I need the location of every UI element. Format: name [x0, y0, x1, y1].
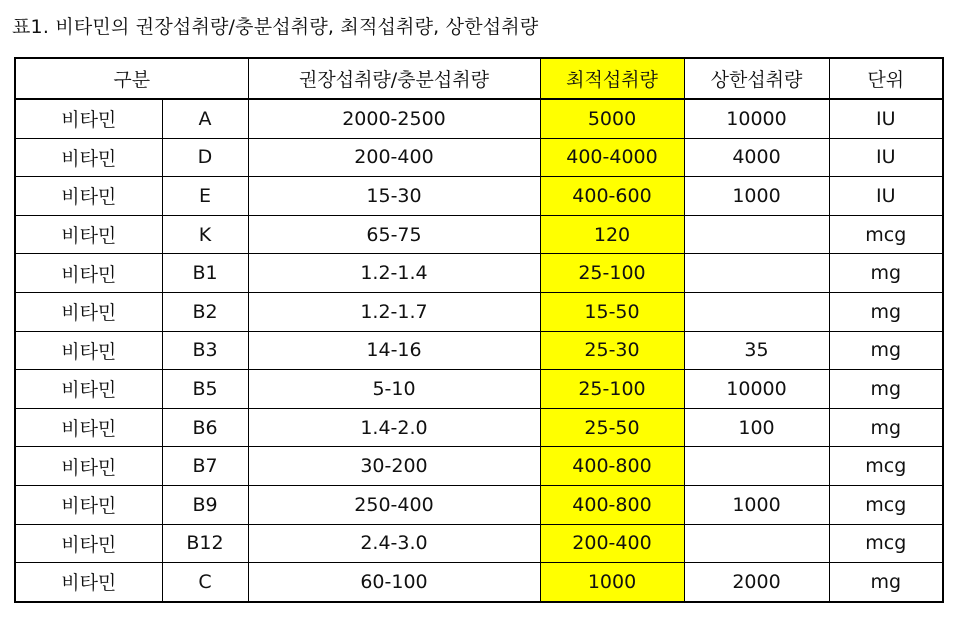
cell-vitamin-name: B12 — [162, 524, 248, 563]
cell-upper — [684, 254, 829, 293]
cell-upper: 4000 — [684, 138, 829, 177]
cell-group: 비타민 — [15, 447, 162, 486]
cell-optimal: 15-50 — [540, 292, 684, 331]
cell-unit: mcg — [829, 447, 943, 486]
table-caption: 표1. 비타민의 권장섭취량/충분섭취량, 최적섭취량, 상한섭취량 — [12, 16, 539, 38]
cell-recommended: 65-75 — [248, 215, 540, 254]
cell-group: 비타민 — [15, 524, 162, 563]
table-row — [15, 563, 943, 602]
table-row — [15, 524, 943, 563]
cell-recommended: 30-200 — [248, 447, 540, 486]
table-row — [15, 138, 943, 177]
cell-unit: mg — [829, 292, 943, 331]
cell-upper: 100 — [684, 408, 829, 447]
cell-optimal: 200-400 — [540, 524, 684, 563]
cell-upper — [684, 447, 829, 486]
cell-unit: mg — [829, 331, 943, 370]
cell-recommended: 14-16 — [248, 331, 540, 370]
cell-vitamin-name: B7 — [162, 447, 248, 486]
cell-group: 비타민 — [15, 138, 162, 177]
cell-group: 비타민 — [15, 99, 162, 138]
cell-vitamin-name: D — [162, 138, 248, 177]
header-category: 구분 — [15, 58, 248, 99]
cell-upper: 2000 — [684, 563, 829, 602]
cell-optimal: 1000 — [540, 563, 684, 602]
cell-optimal: 400-800 — [540, 447, 684, 486]
table-row — [15, 292, 943, 331]
table-row — [15, 177, 943, 216]
cell-group: 비타민 — [15, 485, 162, 524]
cell-optimal: 25-100 — [540, 254, 684, 293]
cell-vitamin-name: B2 — [162, 292, 248, 331]
cell-upper: 10000 — [684, 370, 829, 409]
cell-group: 비타민 — [15, 331, 162, 370]
cell-upper: 10000 — [684, 99, 829, 138]
cell-group: 비타민 — [15, 370, 162, 409]
cell-group: 비타민 — [15, 254, 162, 293]
cell-upper: 1000 — [684, 485, 829, 524]
cell-group: 비타민 — [15, 177, 162, 216]
vitamin-intake-table — [14, 57, 944, 603]
header-unit: 단위 — [829, 58, 943, 99]
table-row — [15, 99, 943, 138]
cell-optimal: 25-30 — [540, 331, 684, 370]
cell-unit: mcg — [829, 524, 943, 563]
header-upper: 상한섭취량 — [684, 58, 829, 99]
table-row — [15, 215, 943, 254]
table-row — [15, 485, 943, 524]
cell-optimal: 25-50 — [540, 408, 684, 447]
cell-unit: IU — [829, 138, 943, 177]
cell-group: 비타민 — [15, 215, 162, 254]
cell-recommended: 15-30 — [248, 177, 540, 216]
cell-unit: mcg — [829, 215, 943, 254]
cell-unit: mg — [829, 254, 943, 293]
cell-group: 비타민 — [15, 408, 162, 447]
header-optimal: 최적섭취량 — [540, 58, 684, 99]
cell-recommended: 250-400 — [248, 485, 540, 524]
cell-recommended: 1.2-1.7 — [248, 292, 540, 331]
cell-vitamin-name: E — [162, 177, 248, 216]
cell-vitamin-name: B3 — [162, 331, 248, 370]
cell-vitamin-name: C — [162, 563, 248, 602]
cell-optimal: 120 — [540, 215, 684, 254]
cell-unit: IU — [829, 99, 943, 138]
cell-unit: mg — [829, 563, 943, 602]
table-row — [15, 370, 943, 409]
cell-vitamin-name: A — [162, 99, 248, 138]
header-recommended: 권장섭취량/충분섭취량 — [248, 58, 540, 99]
cell-optimal: 400-800 — [540, 485, 684, 524]
header-row — [15, 58, 943, 99]
cell-upper — [684, 292, 829, 331]
cell-recommended: 2000-2500 — [248, 99, 540, 138]
cell-optimal: 25-100 — [540, 370, 684, 409]
cell-recommended: 1.4-2.0 — [248, 408, 540, 447]
cell-optimal: 400-600 — [540, 177, 684, 216]
cell-recommended: 1.2-1.4 — [248, 254, 540, 293]
cell-recommended: 200-400 — [248, 138, 540, 177]
cell-vitamin-name: B1 — [162, 254, 248, 293]
cell-unit: mg — [829, 370, 943, 409]
table-row — [15, 331, 943, 370]
cell-group: 비타민 — [15, 292, 162, 331]
cell-recommended: 2.4-3.0 — [248, 524, 540, 563]
cell-upper: 35 — [684, 331, 829, 370]
cell-upper — [684, 524, 829, 563]
table-row — [15, 408, 943, 447]
table-row — [15, 254, 943, 293]
cell-vitamin-name: B9 — [162, 485, 248, 524]
cell-unit: mcg — [829, 485, 943, 524]
cell-upper: 1000 — [684, 177, 829, 216]
cell-group: 비타민 — [15, 563, 162, 602]
cell-optimal: 400-4000 — [540, 138, 684, 177]
cell-upper — [684, 215, 829, 254]
cell-unit: mg — [829, 408, 943, 447]
cell-unit: IU — [829, 177, 943, 216]
cell-vitamin-name: B6 — [162, 408, 248, 447]
cell-optimal: 5000 — [540, 99, 684, 138]
cell-vitamin-name: K — [162, 215, 248, 254]
cell-recommended: 5-10 — [248, 370, 540, 409]
table-row — [15, 447, 943, 486]
cell-vitamin-name: B5 — [162, 370, 248, 409]
cell-recommended: 60-100 — [248, 563, 540, 602]
